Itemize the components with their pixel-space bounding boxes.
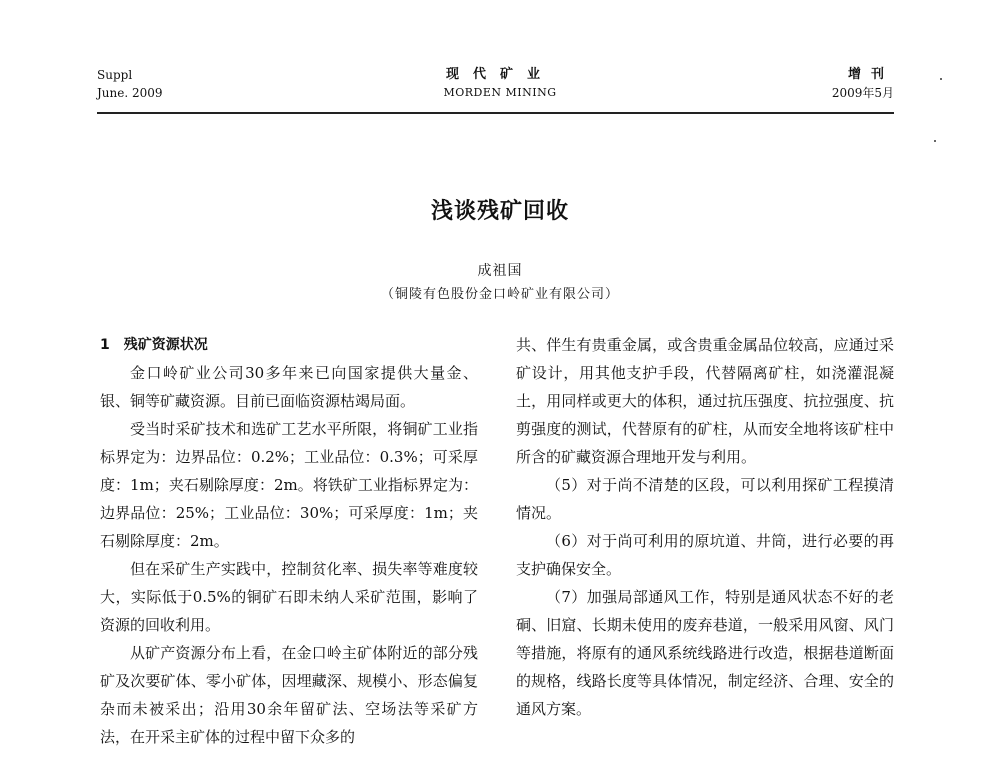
section-heading: 1 残矿资源状况	[100, 337, 208, 353]
scan-speck	[940, 78, 942, 80]
paragraph: 但在采矿生产实践中，控制贫化率、损失率等难度较大，实际低于0.5%的铜矿石即未纳人采矿范围，影响了资源的回收利用。	[100, 560, 478, 634]
author-affiliation: （铜陵有色股份金口岭矿业有限公司）	[380, 287, 619, 302]
scan-speck	[934, 140, 936, 142]
paragraph: （5）对于尚不清楚的区段，可以利用探矿工程摸清情况。	[516, 476, 894, 522]
paragraph: 共、伴生有贵重金属，或含贵重金属品位较高，应通过采矿设计，用其他支护手段，代替隔离矿柱，如浇灌混凝土，用同样或更大的体积，通过抗压强度、抗拉强度、抗剪强度的测试，代替原有的矿柱，从而安全地将该矿柱中所含的矿藏资源合理地开发与利用。	[516, 336, 894, 466]
left-column	[100, 331, 478, 751]
running-header-right	[740, 66, 894, 102]
author-name: 成祖国	[477, 263, 523, 279]
journal-name-en: MORDEN MINING	[443, 86, 557, 99]
paragraph: 从矿产资源分布上看，在金口岭主矿体附近的部分残矿及次要矿体、零小矿体，因埋藏深、规模小、形态偏复杂而未被采出；沿用30余年留矿法、空场法等采矿方法，在开采主矿体的过程中留下众多的	[100, 644, 478, 746]
supplement-label: Suppl	[97, 68, 133, 82]
header-rule	[97, 112, 894, 114]
journal-name-cn: 现代矿业	[445, 67, 554, 82]
right-column	[516, 331, 894, 723]
article-title: 浅谈残矿回收	[430, 199, 569, 224]
paragraph: 受当时采矿技术和选矿工艺水平所限，将铜矿工业指标界定为：边界品位：0.2%；工业品位：0.3%；可采厚度：1m；夹石剔除厚度：2m。将铁矿工业指标界定为：边界品位：25%；工业品位：30%；可采厚度：1m；夹石剔除厚度：2m。	[100, 420, 478, 550]
issue-date-en: June. 2009	[97, 86, 163, 100]
paragraph: 金口岭矿业公司30多年来已向国家提供大量金、银、铜等矿藏资源。目前已面临资源枯竭局面。	[100, 364, 478, 410]
paragraph: （7）加强局部通风工作，特别是通风状态不好的老硐、旧窟、长期未使用的废弃巷道，一般采用风窗、风门等措施，将原有的通风系统线路进行改造，根据巷道断面的规格，线路长度等具体情况，制定经济、合理、安全的通风方案。	[516, 588, 894, 718]
supplement-label-cn: 增刊	[847, 67, 894, 82]
issue-date-cn: 2009年5月	[831, 86, 894, 100]
paragraph: （6）对于尚可利用的原坑道、井筒，进行必要的再支护确保安全。	[516, 532, 894, 578]
